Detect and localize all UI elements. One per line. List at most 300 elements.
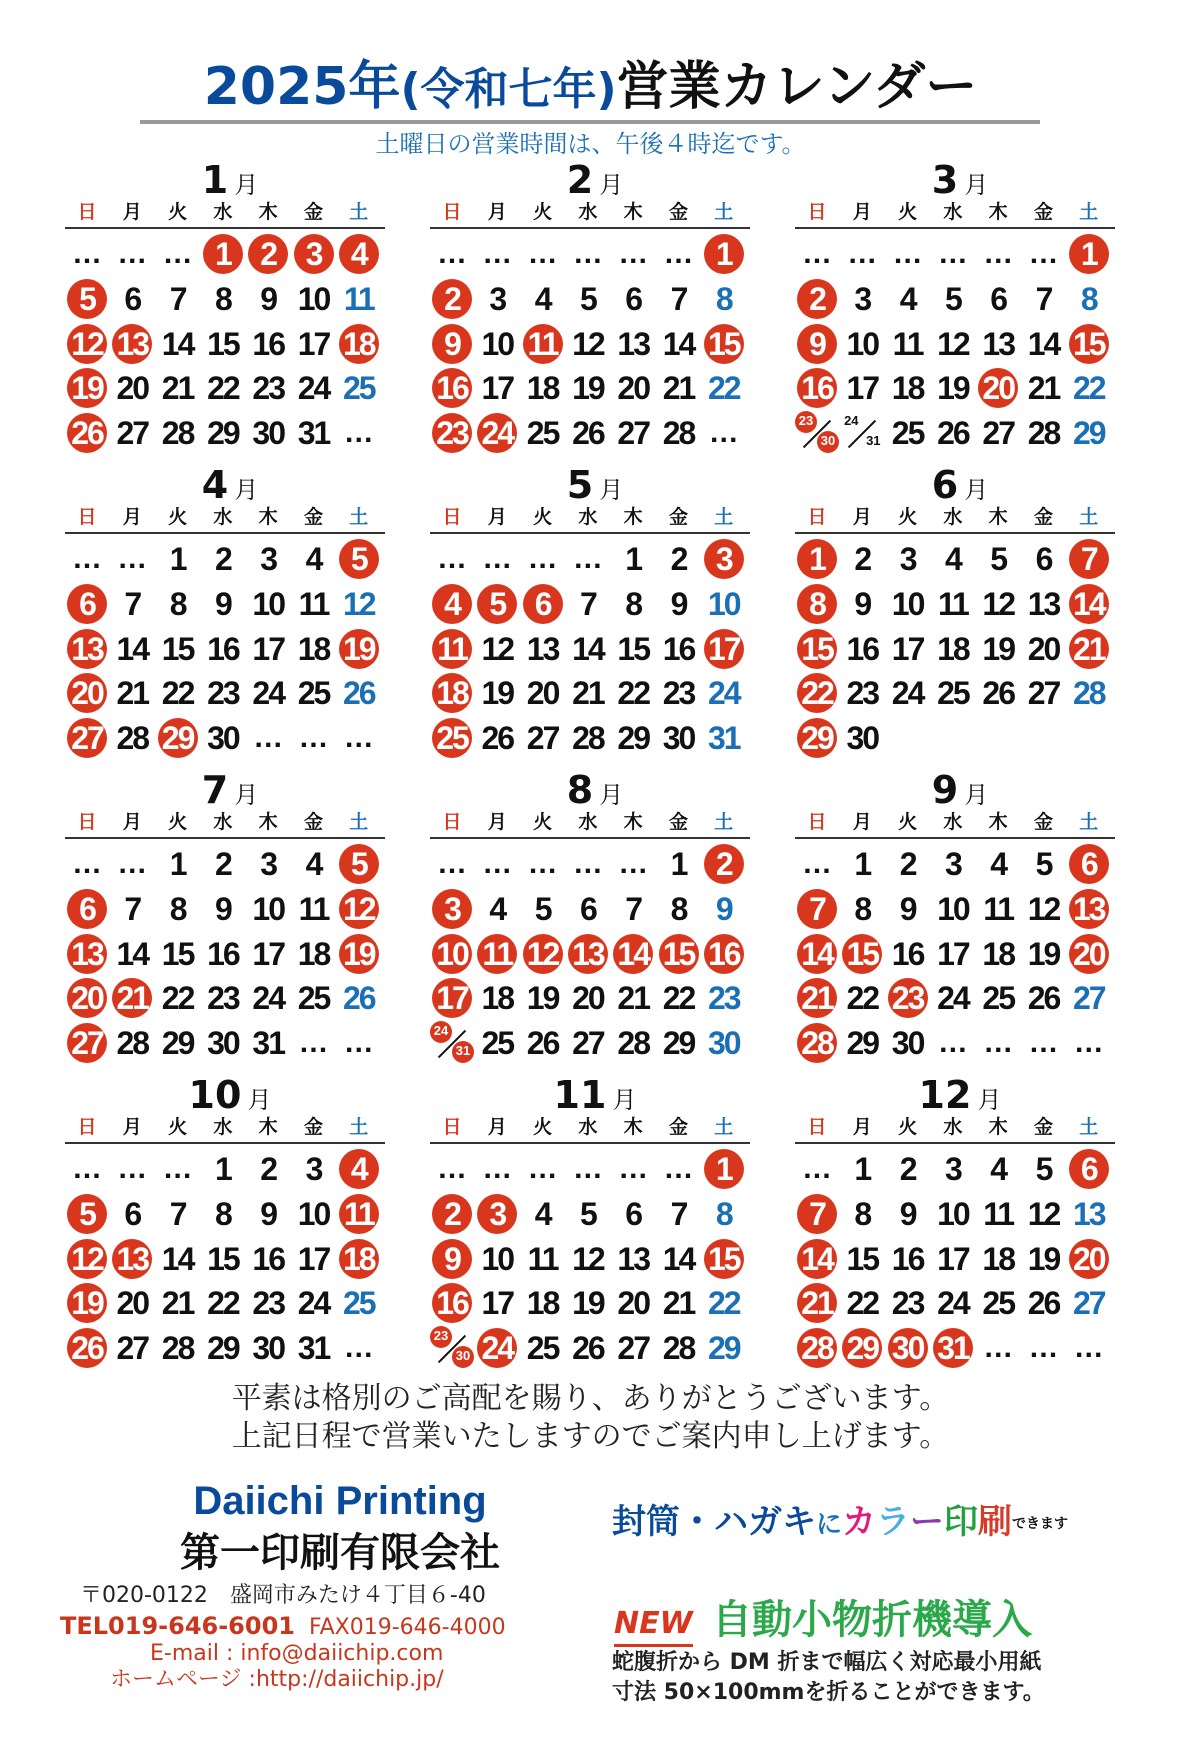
- business-day: 23: [252, 1285, 284, 1322]
- month-3: [795, 160, 1125, 460]
- business-day: 18: [982, 935, 1014, 972]
- weekday-label: 金: [668, 811, 688, 833]
- business-day: 19: [937, 370, 969, 407]
- empty-day: …: [937, 237, 968, 270]
- business-day: 1: [625, 541, 642, 577]
- greeting-line-1: 平素は格別のご高配を賜り、ありがとうございます。: [231, 1381, 950, 1416]
- title-label: 営業カレンダー: [616, 57, 978, 117]
- holiday-day: 5: [337, 537, 381, 581]
- saturday-notice: 土曜日の営業時間は、午後４時迄です。: [375, 130, 806, 158]
- month-number: 12: [918, 1073, 972, 1117]
- business-day: 28: [1027, 415, 1060, 452]
- business-day: 26: [526, 1025, 559, 1062]
- weekday-label: 木: [258, 506, 278, 528]
- holiday-day: 9: [430, 322, 474, 366]
- business-day: 9: [260, 280, 277, 317]
- empty-day: …: [892, 237, 923, 270]
- holiday-day: 12: [65, 322, 109, 366]
- holiday-day: 1: [201, 232, 245, 276]
- holiday-day: 16: [430, 1281, 474, 1325]
- weekday-label: 土: [1079, 811, 1099, 833]
- holiday-day: 5: [65, 1192, 109, 1236]
- month-number: 6: [931, 463, 959, 507]
- holiday-day: 4: [430, 582, 474, 626]
- business-day: 27: [116, 1330, 149, 1367]
- weekday-label: 月: [487, 506, 507, 528]
- weekday-label: 日: [77, 811, 97, 833]
- business-day: 2: [854, 541, 871, 577]
- new-badge: NEW: [614, 1604, 693, 1647]
- holiday-day: 1: [702, 232, 746, 276]
- business-day: 21: [161, 1285, 194, 1322]
- holiday-day: 29: [795, 716, 839, 760]
- saturday-day: 10: [708, 585, 740, 622]
- saturday-day: 28: [1073, 675, 1105, 712]
- saturday-day: 25: [343, 1285, 375, 1322]
- business-day: 28: [572, 720, 604, 757]
- business-day: 5: [579, 280, 596, 317]
- weekday-label: 土: [714, 201, 734, 223]
- weekday-label: 金: [668, 506, 688, 528]
- business-day: 14: [1027, 325, 1060, 362]
- weekday-label: 日: [442, 1116, 462, 1138]
- business-day: 28: [662, 1330, 695, 1367]
- weekday-label: 金: [303, 506, 323, 528]
- weekday-label: 月: [852, 811, 872, 833]
- weekday-label: 月: [852, 506, 872, 528]
- business-day: 18: [526, 1285, 559, 1322]
- business-day: 2: [899, 846, 916, 882]
- holiday-day: 27: [65, 716, 109, 760]
- month-divider: [65, 532, 385, 534]
- holiday-day: 1: [795, 537, 839, 581]
- weekday-label: 月: [122, 1116, 142, 1138]
- business-day: 12: [572, 325, 604, 362]
- holiday-day: 7: [1067, 537, 1111, 581]
- weekday-label: 金: [668, 201, 688, 223]
- business-day: 25: [481, 1025, 514, 1062]
- holiday-day: 6: [65, 887, 109, 931]
- company-homepage: ホームページ :http://daiichip.jp/: [110, 1667, 444, 1692]
- month-suffix: 月: [234, 171, 259, 199]
- business-day: 17: [252, 935, 284, 972]
- holiday-day: 19: [65, 366, 109, 410]
- empty-day: …: [343, 1026, 374, 1060]
- business-day: 17: [846, 370, 879, 407]
- weekday-label: 日: [442, 506, 462, 528]
- empty-day: …: [1073, 1331, 1104, 1365]
- month-number: 7: [201, 768, 229, 812]
- weekday-label: 月: [122, 201, 142, 223]
- empty-day: …: [618, 237, 649, 270]
- empty-day: …: [802, 847, 832, 880]
- business-day: 15: [846, 1240, 879, 1277]
- weekday-label: 木: [623, 811, 643, 833]
- business-day: 9: [899, 1195, 916, 1232]
- business-day: 22: [207, 370, 239, 407]
- business-day: 15: [207, 1240, 239, 1277]
- saturday-day: 12: [343, 585, 375, 622]
- holiday-day: 17: [430, 976, 474, 1020]
- business-day: 11: [937, 585, 968, 622]
- month-divider: [430, 837, 750, 839]
- weekday-label: 金: [1033, 201, 1053, 223]
- holiday-day: 22: [795, 671, 839, 715]
- business-day: 29: [846, 1025, 879, 1062]
- month-suffix: 月: [977, 1086, 1002, 1114]
- promo-c3: ー: [910, 1502, 945, 1542]
- business-day: 15: [617, 630, 649, 667]
- holiday-day: 20: [1067, 932, 1111, 976]
- weekday-label: 月: [487, 201, 507, 223]
- business-day: 15: [207, 325, 239, 362]
- empty-day: …: [527, 542, 558, 575]
- weekday-label: 金: [1033, 506, 1053, 528]
- business-day: 1: [169, 541, 186, 577]
- business-day: 2: [214, 541, 231, 577]
- holiday-day: 23: [430, 411, 474, 455]
- holiday-day: 17: [702, 627, 746, 671]
- business-day: 26: [481, 720, 514, 757]
- empty-day: …: [298, 1026, 329, 1060]
- month-number: 3: [931, 158, 959, 202]
- empty-day: …: [482, 542, 513, 575]
- holiday-day: 20: [976, 366, 1020, 410]
- weekday-label: 水: [213, 506, 233, 528]
- fax-number: FAX019-646-4000: [308, 1615, 506, 1640]
- business-day: 12: [1027, 1195, 1060, 1232]
- holiday-day: 4: [337, 1147, 381, 1191]
- holiday-day: 2: [246, 232, 290, 276]
- business-day: 14: [662, 325, 695, 362]
- business-day: 1: [214, 1151, 231, 1187]
- business-day: 7: [579, 585, 596, 622]
- business-day: 22: [161, 675, 194, 712]
- holiday-day: 3: [292, 232, 336, 276]
- holiday-day: 7: [795, 1192, 839, 1236]
- business-day: 25: [982, 980, 1014, 1017]
- holiday-day: 3: [475, 1192, 519, 1236]
- business-day: 17: [252, 630, 284, 667]
- weekday-label: 木: [623, 201, 643, 223]
- holiday-day: 5: [337, 842, 381, 886]
- promo-c4: 印: [944, 1502, 979, 1542]
- business-day: 16: [252, 325, 284, 362]
- business-day: 14: [161, 1240, 194, 1277]
- era-label: (令和七年): [400, 64, 617, 115]
- business-day: 11: [983, 890, 1014, 927]
- holiday-day: 16: [795, 366, 839, 410]
- business-day: 25: [526, 1330, 559, 1367]
- empty-day: …: [983, 1026, 1014, 1060]
- holiday-split-day: 23 30: [795, 411, 839, 455]
- promo-desc-line-2: 寸法 50×100mmを折ることができます。: [612, 1680, 1045, 1705]
- business-day: 25: [982, 1285, 1014, 1322]
- empty-day: …: [847, 237, 878, 270]
- saturday-day: 26: [343, 675, 375, 712]
- business-day: 24: [252, 675, 284, 712]
- greeting: [0, 1380, 1181, 1456]
- business-day: 19: [1027, 935, 1060, 972]
- business-day: 16: [662, 630, 695, 667]
- business-day: 23: [207, 980, 239, 1017]
- business-day: 19: [526, 980, 559, 1017]
- business-day: 7: [625, 890, 642, 927]
- empty-day: …: [663, 237, 694, 270]
- weekday-label: 月: [122, 506, 142, 528]
- business-day: 25: [297, 675, 330, 712]
- holiday-day: 2: [430, 1192, 474, 1236]
- holiday-day: 5: [475, 582, 519, 626]
- weekday-label: 木: [988, 1116, 1008, 1138]
- holiday-day: 28: [795, 1326, 839, 1370]
- holiday-day: 25: [430, 716, 474, 760]
- weekday-label: 土: [714, 811, 734, 833]
- holiday-day: 16: [702, 932, 746, 976]
- promo-desc-line-1: 蛇腹折から DM 折まで幅広く対応最小用紙: [612, 1650, 1042, 1675]
- business-day: 28: [662, 415, 695, 452]
- holiday-day: 1: [1067, 232, 1111, 276]
- year-label: 2025年: [203, 57, 401, 117]
- weekday-label: 金: [668, 1116, 688, 1138]
- business-day: 29: [161, 1025, 194, 1062]
- business-day: 24: [891, 675, 924, 712]
- business-day: 29: [207, 415, 239, 452]
- holiday-day: 12: [521, 932, 565, 976]
- holiday-day: 16: [430, 366, 474, 410]
- empty-day: …: [572, 1152, 603, 1185]
- empty-day: …: [117, 237, 148, 270]
- business-day: 12: [1027, 890, 1060, 927]
- saturday-day: 30: [708, 1025, 740, 1062]
- weekday-label: 日: [77, 201, 97, 223]
- empty-day: …: [572, 847, 603, 880]
- month-suffix: 月: [599, 171, 624, 199]
- holiday-day: 12: [337, 887, 381, 931]
- month-8: [430, 770, 760, 1070]
- holiday-day: 11: [430, 627, 474, 671]
- business-day: 6: [625, 1195, 642, 1232]
- business-day: 29: [617, 720, 649, 757]
- month-divider: [430, 1142, 750, 1144]
- holiday-day: 6: [1067, 842, 1111, 886]
- business-day: 20: [617, 370, 649, 407]
- empty-day: …: [983, 237, 1014, 270]
- company-phone: [60, 1612, 506, 1642]
- weekday-label: 火: [898, 506, 918, 528]
- weekday-label: 水: [578, 201, 598, 223]
- month-2: [430, 160, 760, 460]
- weekday-label: 火: [168, 1116, 188, 1138]
- business-day: 8: [670, 890, 687, 927]
- business-day: 2: [899, 1151, 916, 1187]
- business-day: 7: [670, 1195, 687, 1232]
- holiday-day: 24: [475, 1326, 519, 1370]
- business-day: 10: [481, 1240, 514, 1277]
- saturday-day: 13: [1073, 1195, 1105, 1232]
- business-day: 18: [526, 370, 559, 407]
- business-day: 13: [617, 1240, 649, 1277]
- month-number: 9: [931, 768, 959, 812]
- business-day: 3: [854, 280, 871, 317]
- business-day: 26: [1027, 1285, 1060, 1322]
- empty-day: …: [482, 1152, 513, 1185]
- holiday-day: 19: [337, 932, 381, 976]
- month-suffix: 月: [599, 781, 624, 809]
- business-day: 26: [937, 415, 969, 452]
- business-day: 13: [1027, 585, 1060, 622]
- weekday-label: 日: [442, 201, 462, 223]
- saturday-day: 26: [343, 980, 375, 1017]
- business-day: 28: [161, 1330, 194, 1367]
- business-day: 17: [891, 630, 924, 667]
- business-day: 25: [937, 675, 969, 712]
- holiday-day: 18: [337, 322, 381, 366]
- holiday-day: 18: [337, 1237, 381, 1281]
- business-day: 30: [207, 720, 239, 757]
- business-day: 4: [899, 280, 916, 317]
- saturday-day: 29: [1073, 415, 1105, 452]
- business-day: 29: [662, 1025, 695, 1062]
- empty-day: …: [1028, 1026, 1059, 1060]
- weekday-label: 水: [578, 506, 598, 528]
- business-day: 8: [169, 890, 186, 927]
- business-day: 5: [944, 280, 961, 317]
- holiday-day: 11: [337, 1192, 381, 1236]
- month-divider: [65, 837, 385, 839]
- weekday-label: 土: [1079, 201, 1099, 223]
- promo-headline: 自動小物折機導入: [712, 1597, 1032, 1643]
- saturday-day: 11: [343, 280, 374, 317]
- weekday-label: 火: [898, 201, 918, 223]
- business-day: 10: [297, 1195, 330, 1232]
- weekday-label: 木: [258, 811, 278, 833]
- business-day: 13: [526, 630, 559, 667]
- weekday-label: 日: [77, 1116, 97, 1138]
- month-divider: [430, 227, 750, 229]
- calendar-title: [0, 52, 1181, 125]
- business-day: 17: [937, 935, 969, 972]
- business-day: 9: [899, 890, 916, 927]
- month-number: 8: [566, 768, 594, 812]
- business-day: 17: [297, 325, 330, 362]
- empty-day: …: [937, 1026, 968, 1060]
- business-day: 27: [1027, 675, 1060, 712]
- business-day: 8: [214, 1195, 231, 1232]
- weekday-label: 木: [623, 1116, 643, 1138]
- promo-c5: 刷: [978, 1502, 1013, 1542]
- holiday-day: 27: [65, 1021, 109, 1065]
- business-day: 8: [169, 585, 186, 622]
- month-suffix: 月: [234, 781, 259, 809]
- business-day: 30: [252, 1330, 284, 1367]
- empty-day: …: [802, 237, 832, 270]
- business-day: 7: [124, 585, 141, 622]
- business-day: 31: [297, 1330, 330, 1367]
- holiday-day: 15: [795, 627, 839, 671]
- empty-day: …: [983, 1331, 1014, 1365]
- business-day: 26: [1027, 980, 1060, 1017]
- holiday-day: 1: [702, 1147, 746, 1191]
- business-day: 11: [892, 325, 923, 362]
- holiday-day: 15: [1067, 322, 1111, 366]
- saturday-day: 8: [715, 1195, 732, 1232]
- month-divider: [795, 837, 1115, 839]
- holiday-day: 31: [931, 1326, 975, 1370]
- business-day: 23: [252, 370, 284, 407]
- empty-day: …: [663, 1152, 694, 1185]
- business-day: 28: [116, 1025, 149, 1062]
- business-day: 7: [124, 890, 141, 927]
- business-day: 18: [297, 630, 330, 667]
- holiday-day: 4: [337, 232, 381, 276]
- business-day: 3: [944, 846, 961, 882]
- business-day: 3: [944, 1151, 961, 1187]
- saturday-day: 24: [708, 675, 740, 712]
- weekday-label: 金: [1033, 811, 1053, 833]
- title-underline: [140, 120, 1040, 124]
- business-day: 16: [207, 630, 239, 667]
- company-address: 〒020-0122 盛岡市みたけ４丁目６-40: [80, 1583, 486, 1608]
- holiday-day: 13: [110, 322, 154, 366]
- month-number: 2: [566, 158, 594, 202]
- business-day: 1: [670, 846, 687, 882]
- business-day: 15: [161, 630, 194, 667]
- weekday-label: 水: [213, 201, 233, 223]
- saturday-day: 27: [1073, 980, 1105, 1017]
- empty-day: …: [437, 542, 467, 575]
- holiday-day: 2: [702, 842, 746, 886]
- business-day: 27: [982, 415, 1014, 452]
- empty-day: …: [253, 721, 284, 755]
- month-divider: [795, 532, 1115, 534]
- empty-day: …: [437, 847, 467, 880]
- holiday-day: 3: [702, 537, 746, 581]
- weekday-label: 水: [578, 811, 598, 833]
- holiday-day: 15: [702, 322, 746, 366]
- empty-day: …: [1073, 1026, 1104, 1060]
- empty-day: …: [117, 542, 148, 575]
- month-suffix: 月: [234, 476, 259, 504]
- holiday-day: 13: [1067, 887, 1111, 931]
- weekday-label: 土: [349, 506, 369, 528]
- business-day: 12: [481, 630, 514, 667]
- weekday-label: 木: [988, 201, 1008, 223]
- business-day: 18: [481, 980, 514, 1017]
- holiday-day: 15: [840, 932, 884, 976]
- weekday-label: 土: [714, 506, 734, 528]
- empty-day: …: [343, 416, 374, 450]
- weekday-label: 火: [533, 1116, 553, 1138]
- business-day: 18: [982, 1240, 1014, 1277]
- weekday-label: 日: [807, 506, 827, 528]
- holiday-day: 9: [430, 1237, 474, 1281]
- business-day: 28: [116, 720, 149, 757]
- business-day: 25: [297, 980, 330, 1017]
- business-day: 4: [534, 1195, 551, 1232]
- promo-c2: ラ: [876, 1502, 911, 1542]
- business-day: 6: [1035, 541, 1052, 577]
- business-day: 26: [572, 415, 604, 452]
- business-day: 13: [982, 325, 1014, 362]
- empty-day: …: [527, 237, 558, 270]
- company-email: E-mail : info@daiichip.com: [150, 1641, 444, 1666]
- business-day: 4: [489, 890, 506, 927]
- business-day: 27: [617, 415, 649, 452]
- business-day: 9: [214, 890, 231, 927]
- weekday-label: 金: [1033, 1116, 1053, 1138]
- saturday-day: 9: [715, 890, 732, 927]
